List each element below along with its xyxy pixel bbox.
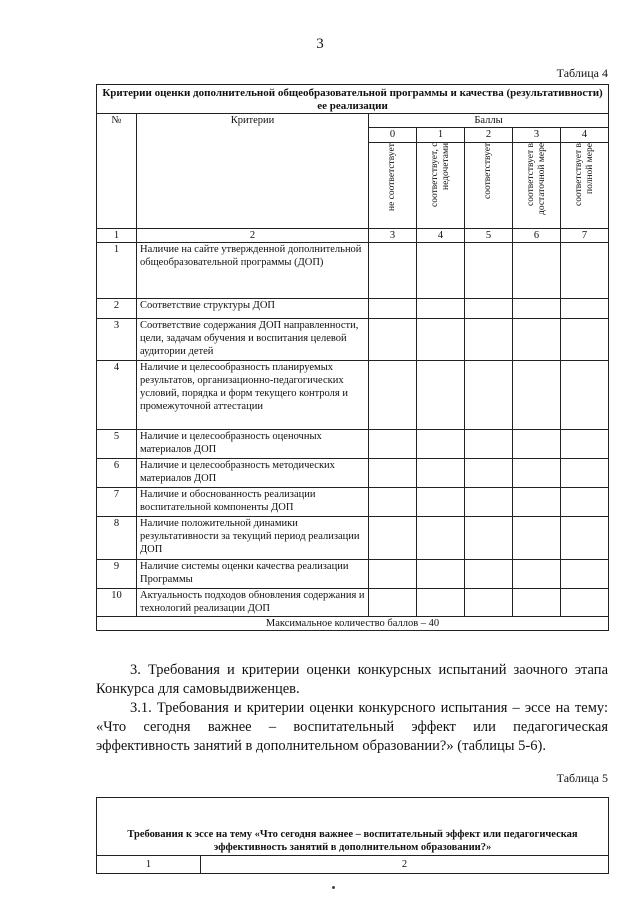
score-cell [465,560,513,589]
score-value: 3 [513,128,561,143]
score-cell [417,299,465,319]
header-number: № [97,114,137,229]
score-cell [369,488,417,517]
row-number: 10 [97,589,137,617]
scan-speck [332,886,335,889]
row-number: 5 [97,430,137,459]
score-cell [417,560,465,589]
score-cell [465,589,513,617]
essay-requirements-table [96,797,609,874]
row-number: 7 [97,488,137,517]
score-cell [513,361,561,430]
score-cell [369,319,417,361]
row-number: 2 [97,299,137,319]
score-cell [417,319,465,361]
score-cell [561,517,609,560]
section-3-paragraph: 3. Требования и критерии оценки конкурсных испытаний заочного этапа Конкурса для самовыдвиженцев. [96,662,608,697]
row-number: 4 [97,361,137,430]
score-cell [465,319,513,361]
row-number: 3 [97,319,137,361]
score-value: 0 [369,128,417,143]
section-3-1-paragraph: 3.1. Требования и критерии оценки конкурсного испытания – эссе на тему: «Что сегодня важнее – воспитательный эффект или педагогическая эффективность занятий в дополнительном образовании?» (таблицы 5-6). [96,700,608,754]
score-label: соответствует [483,143,493,200]
table-row [97,560,609,589]
max-score-footer: Максимальное количество баллов – 40 [97,617,609,631]
score-cell [513,299,561,319]
table-row [97,243,609,299]
column-number-row [97,229,609,243]
score-label: не соответствует [387,143,397,211]
table5-title: Требования к эссе на тему «Что сегодня важнее – воспитательный эффект или педагогическая эффективность занятий в дополнительном образовании?» [97,828,609,856]
row-criterion: Наличие положительной динамики результативности за текущий период реализации ДОП [137,517,369,560]
table-row [97,459,609,488]
score-cell [513,319,561,361]
header-points: Баллы [369,114,609,128]
score-cell [417,361,465,430]
row-criterion: Наличие системы оценки качества реализации Программы [137,560,369,589]
table4-caption: Таблица 4 [556,66,608,80]
table-row [97,589,609,617]
table4-title: Критерии оценки дополнительной общеобразовательной программы и качества (результативности) ее реализации [97,85,609,114]
table-row [97,319,609,361]
score-value: 2 [465,128,513,143]
row-criterion: Наличие и целесообразность методических материалов ДОП [137,459,369,488]
score-cell [465,361,513,430]
column-number: 2 [137,229,369,243]
score-cell [417,459,465,488]
score-cell [465,488,513,517]
score-cell [465,459,513,488]
criteria-table [96,84,609,631]
row-criterion: Наличие и целесообразность планируемых результатов, организационно-педагогических условий, порядка и форм текущего контроля и промежуточной аттестации [137,361,369,430]
score-cell [561,589,609,617]
score-cell [465,299,513,319]
score-cell [417,589,465,617]
score-cell [465,430,513,459]
page-number: 3 [316,36,324,52]
score-cell [513,459,561,488]
score-cell [417,488,465,517]
score-cell [561,488,609,517]
score-cell [369,560,417,589]
row-criterion: Наличие и целесообразность оценочных материалов ДОП [137,430,369,459]
score-cell [513,488,561,517]
score-cell [513,243,561,299]
table-row [97,488,609,517]
column-number: 2 [201,856,609,874]
table-row [97,517,609,560]
score-cell [513,589,561,617]
score-cell [369,459,417,488]
score-cell [561,361,609,430]
table-row [97,430,609,459]
column-number: 4 [417,229,465,243]
row-number: 8 [97,517,137,560]
score-cell [417,517,465,560]
score-cell [417,430,465,459]
score-cell [369,589,417,617]
row-number: 6 [97,459,137,488]
row-criterion: Наличие на сайте утвержденной дополнительной общеобразовательной программы (ДОП) [137,243,369,299]
score-label: соответствует в достаточной мере [525,143,547,216]
column-number: 6 [513,229,561,243]
score-cell [561,299,609,319]
score-cell [561,319,609,361]
column-number: 1 [97,229,137,243]
score-cell [369,299,417,319]
column-number: 3 [369,229,417,243]
row-criterion: Соответствие структуры ДОП [137,299,369,319]
score-cell [513,560,561,589]
score-label: соответствует, с недочетами [429,143,451,208]
score-value: 4 [561,128,609,143]
row-criterion: Соответствие содержания ДОП направленности, цели, задачам обучения и воспитания целевой аудитории детей [137,319,369,361]
score-value: 1 [417,128,465,143]
score-cell [561,430,609,459]
score-label: соответствует в полной мере [573,143,595,207]
score-cell [465,517,513,560]
score-cell [561,243,609,299]
score-cell [417,243,465,299]
score-cell [369,243,417,299]
table-row [97,361,609,430]
score-cell [513,517,561,560]
score-cell [465,243,513,299]
row-number: 1 [97,243,137,299]
score-cell [513,430,561,459]
row-number: 9 [97,560,137,589]
table-row [97,299,609,319]
score-cell [561,459,609,488]
score-cell [369,361,417,430]
column-number: 7 [561,229,609,243]
score-cell [369,430,417,459]
table5-caption: Таблица 5 [556,771,608,785]
score-cell [369,517,417,560]
score-cell [561,560,609,589]
header-criteria: Критерии [137,114,369,229]
row-criterion: Актуальность подходов обновления содержания и технологий реализации ДОП [137,589,369,617]
column-number: 5 [465,229,513,243]
row-criterion: Наличие и обоснованность реализации воспитательной компоненты ДОП [137,488,369,517]
column-number: 1 [97,856,201,874]
